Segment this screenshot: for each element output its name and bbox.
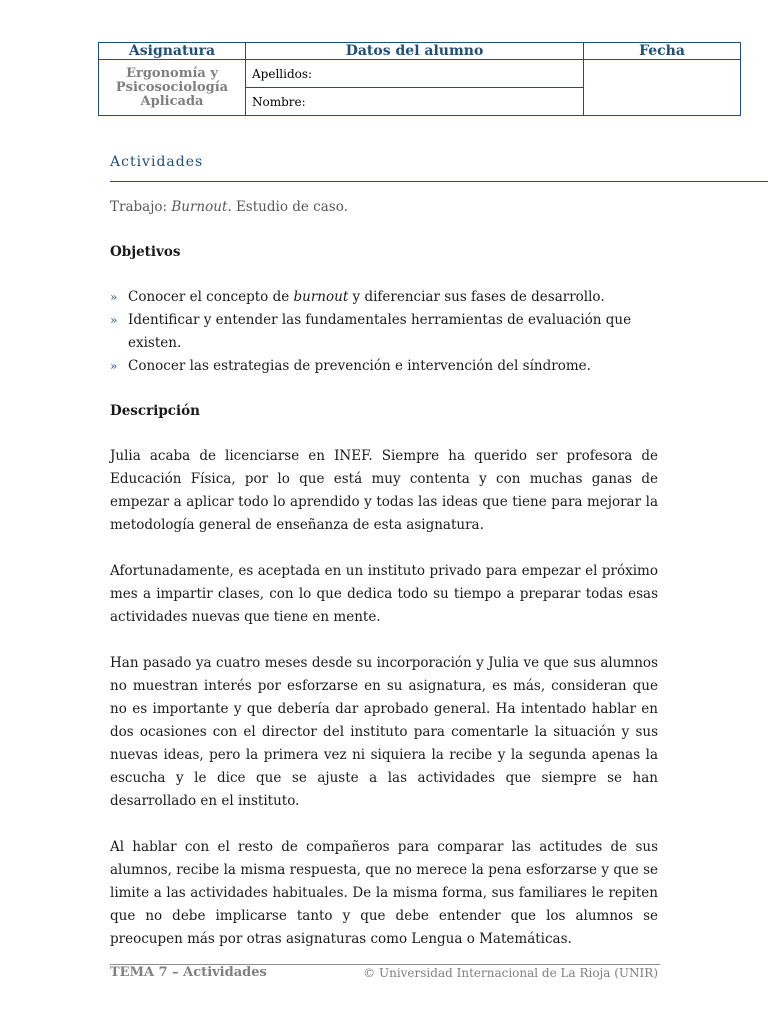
objectives-list [110,286,658,378]
objectives-heading: Objetivos [110,244,181,260]
header-table [98,42,741,116]
surname-label: Apellidos: [252,66,313,81]
list-item [110,355,658,378]
section-title: Actividades [110,154,204,170]
col-date-header: Fecha [584,43,741,60]
main-content [110,196,658,974]
assignment-prefix: Trabajo: [110,199,172,215]
col-subject-header: Asignatura [99,43,246,60]
footer-copyright: © Universidad Internacional de La Rioja (UNIR) [363,966,658,980]
section-divider [110,181,768,182]
assignment-suffix: . Estudio de caso. [227,199,348,215]
description-heading: Descripción [110,403,200,419]
assignment-line [110,196,658,219]
description-paragraph: Han pasado ya cuatro meses desde su incorporación y Julia ve que sus alumnos no muestran interés por esforzarse en su asignatura, es más, consideran que no es importante y que debería dar aprobado general. Ha intentado hablar en dos ocasiones con el director del instituto para comentarle la situación y sus nuevas ideas, pero la primera vez ni siquiera la recibe y la segunda apenas la escucha y le dice que se ajuste a las actividades que siempre se han desarrollado en el instituto. [110,655,658,809]
assignment-italic: Burnout [171,199,228,215]
list-item [110,286,658,309]
bullet-icon: » [110,359,118,373]
description-paragraph: Al hablar con el resto de compañeros para comparar las actitudes de sus alumnos, recibe la misma respuesta, que no merece la pena esforzarse y que se limite a las actividades habituales. De la misma forma, sus familiares le repiten que no debe implicarse tanto y que debe entender que los alumnos se preocupen más por otras asignaturas como Lengua o Matemáticas. [110,839,658,947]
date-field[interactable] [584,60,741,116]
list-item [110,309,658,355]
subject-line-1: Ergonomía y [126,65,218,81]
name-field[interactable] [246,88,584,116]
subject-line-2: Psicosociología [115,79,229,95]
subject-line-3: Aplicada [140,93,204,109]
objective-text: Identificar y entender las fundamentales herramientas de evaluación que existen. [128,312,632,351]
col-student-header: Datos del alumno [246,43,584,60]
description-paragraph: Afortunadamente, es aceptada en un instituto privado para empezar el próximo mes a impartir clases, con lo que dedica todo su tiempo a preparar todas esas actividades nuevas que tiene en mente. [110,563,658,625]
bullet-icon: » [110,290,118,304]
surname-field[interactable] [246,60,584,88]
description-paragraph: Julia acaba de licenciarse en INEF. Siempre ha querido ser profesora de Educación Física, por lo que está muy contenta y con muchas ganas de empezar a aplicar todo lo aprendido y todas las ideas que tiene para mejorar la metodología general de enseñanza de esta asignatura. [110,448,658,533]
name-label: Nombre: [252,94,306,109]
subject-cell [99,60,246,116]
footer-topic: TEMA 7 – Actividades [110,965,267,980]
bullet-icon: » [110,313,118,327]
objective-text: y diferenciar sus fases de desarrollo. [348,289,605,305]
objective-text: Conocer el concepto de [128,289,294,305]
objective-text: Conocer las estrategias de prevención e intervención del síndrome. [128,358,591,374]
objective-italic: burnout [293,289,349,305]
